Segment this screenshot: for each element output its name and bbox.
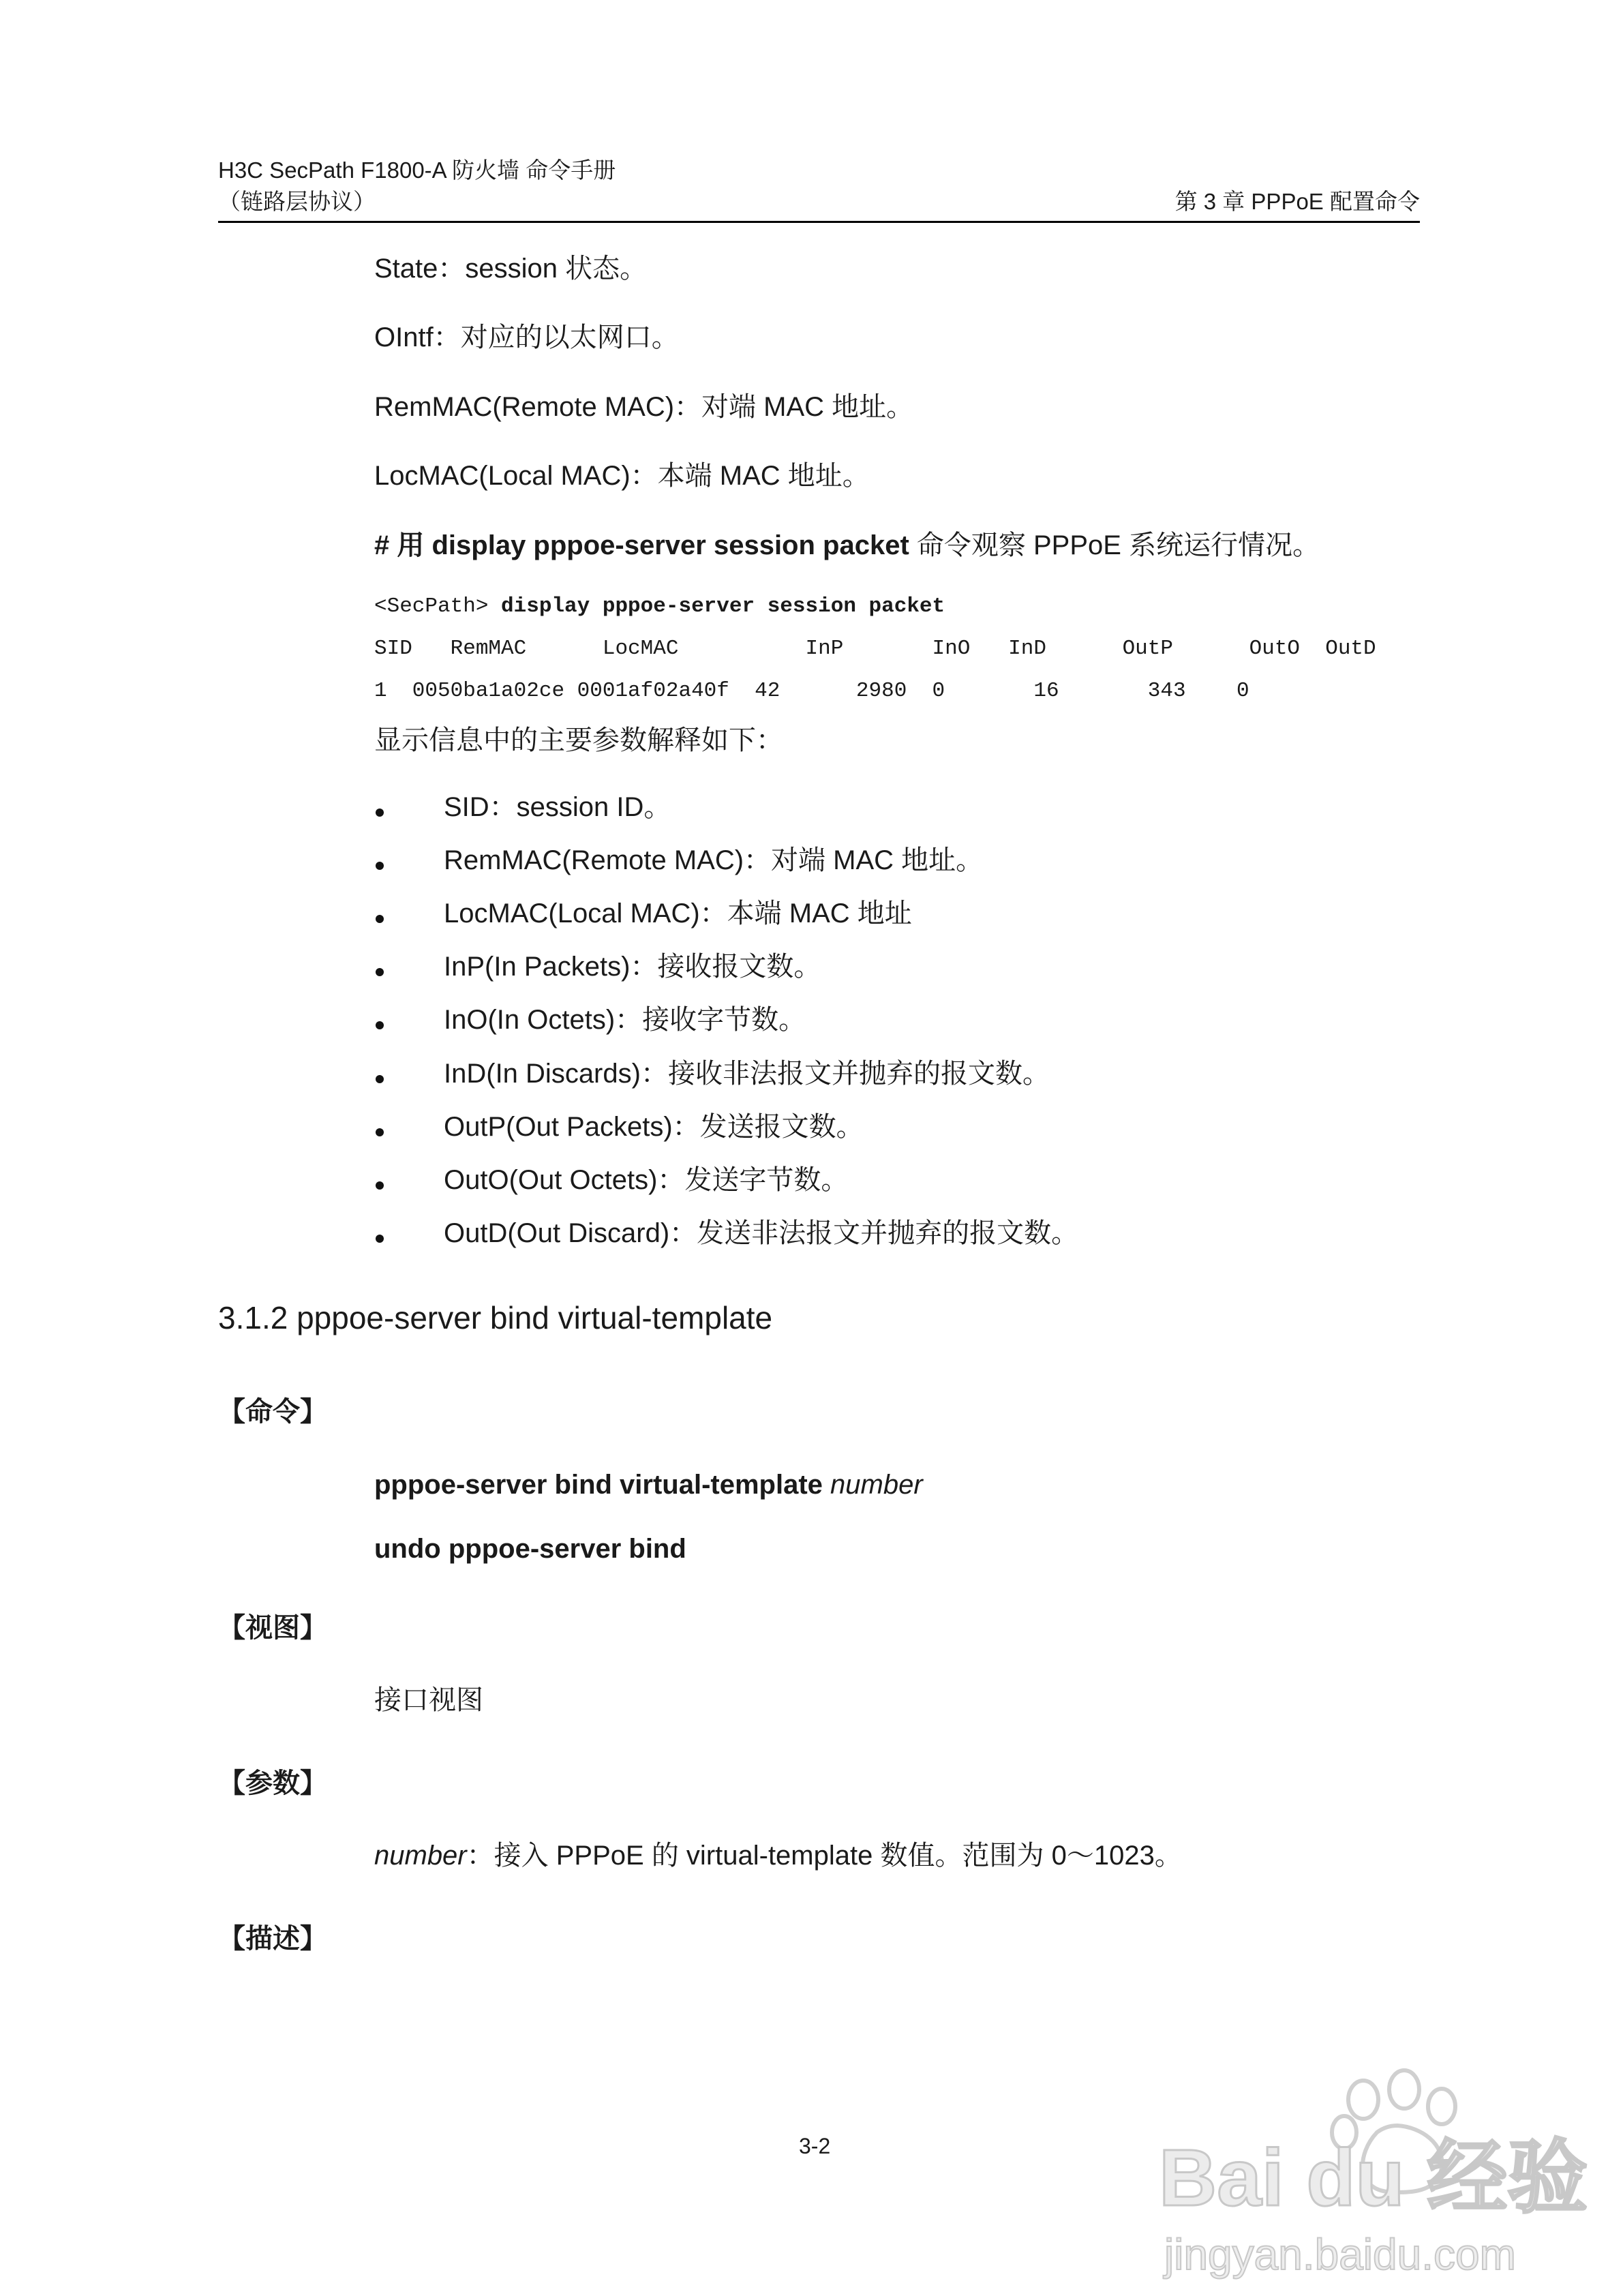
description-heading: 【描述】 — [218, 1924, 327, 1954]
list-item: OutD(Out Discard)：发送非法报文并抛弃的报文数。 — [444, 1218, 1079, 1248]
example-command: display pppoe-server session packet — [431, 530, 909, 560]
bullet-icon — [376, 862, 384, 870]
view-text: 接口视图 — [374, 1685, 483, 1715]
param-line-ointf: OIntf：对应的以太网口。 — [374, 322, 679, 352]
command-syntax-undo: undo pppoe-server bind — [374, 1534, 686, 1564]
bullet-icon — [376, 915, 384, 923]
bullet-icon — [376, 1235, 384, 1243]
view-heading: 【视图】 — [218, 1613, 327, 1643]
list-item: InO(In Octets)：接收字节数。 — [444, 1005, 806, 1035]
bullet-icon — [376, 809, 384, 817]
section-title: 3.1.2 pppoe-server bind virtual-template — [218, 1300, 773, 1335]
command-syntax-bind: pppoe-server bind virtual-template number — [374, 1470, 923, 1500]
list-item: LocMAC(Local MAC)：本端 MAC 地址 — [444, 898, 912, 928]
command-arg-number: number — [830, 1470, 923, 1500]
page-number: 3-2 — [799, 2134, 831, 2158]
header-chapter: 第 3 章 PPPoE 配置命令 — [1174, 189, 1420, 214]
watermark-url: jingyan.baidu.com — [1164, 2230, 1516, 2279]
bullet-icon — [376, 1128, 384, 1136]
list-item: RemMAC(Remote MAC)：对端 MAC 地址。 — [444, 845, 984, 875]
bullet-icon — [376, 968, 384, 976]
terminal-header-row: SID RemMAC LocMAC InP InO InD OutP OutO OutD — [374, 637, 1376, 661]
terminal-command-line — [374, 593, 945, 620]
command-heading: 【命令】 — [218, 1397, 327, 1427]
list-item: InD(In Discards)：接收非法报文并抛弃的报文数。 — [444, 1059, 1050, 1089]
param-heading: 【参数】 — [218, 1768, 327, 1798]
bullet-icon — [376, 1181, 384, 1190]
bullet-icon — [376, 1075, 384, 1083]
example-sentence: # 用 display pppoe-server session packet 命令观察 PPPoE 系统运行情况。 — [374, 530, 1320, 560]
param-line-remmac: RemMAC(Remote MAC)：对端 MAC 地址。 — [374, 392, 914, 422]
explain-intro: 显示信息中的主要参数解释如下： — [374, 725, 783, 755]
param-term: number — [374, 1841, 467, 1871]
header-title: H3C SecPath F1800-A 防火墙 命令手册 — [218, 157, 616, 183]
terminal-data-row: 1 0050ba1a02ce 0001af02a40f 42 2980 0 16 343 0 — [374, 679, 1249, 703]
param-description: number：接入 PPPoE 的 virtual-template 数值。范围为 0～1023。 — [374, 1841, 1182, 1871]
list-item: InP(In Packets)：接收报文数。 — [444, 952, 821, 982]
terminal-prompt: <SecPath> — [374, 594, 502, 618]
param-line-locmac: LocMAC(Local MAC)：本端 MAC 地址。 — [374, 461, 870, 491]
param-line-state: State：session 状态。 — [374, 254, 648, 284]
list-item: OutO(Out Octets)：发送字节数。 — [444, 1165, 849, 1195]
header-subtitle: （链路层协议） — [218, 189, 376, 214]
bullet-icon — [376, 1021, 384, 1029]
baidu-watermark — [1152, 2052, 1588, 2279]
watermark-logo-text: Bai du 经验 — [1159, 2133, 1588, 2223]
terminal-command: display pppoe-server session packet — [501, 594, 945, 618]
header-rule — [218, 221, 1420, 223]
list-item: SID：session ID。 — [444, 792, 671, 822]
list-item: OutP(Out Packets)：发送报文数。 — [444, 1112, 864, 1142]
